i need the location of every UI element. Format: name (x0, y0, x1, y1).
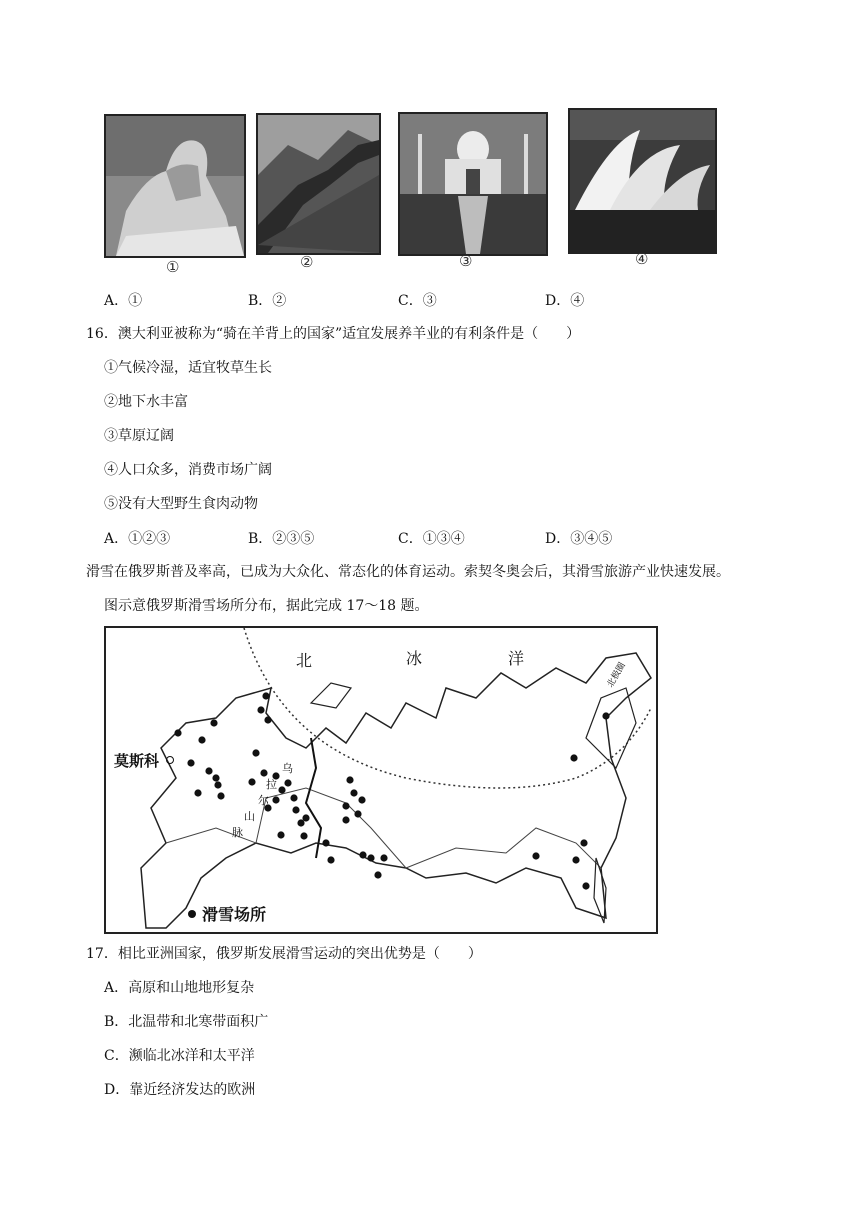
q16-item-1: ①气候冷湿，适宜牧草生长 (104, 360, 272, 376)
ski-resort-dot (359, 851, 366, 858)
ski-resort-dot (367, 854, 374, 861)
russia-ski-resort-map (104, 626, 658, 934)
moscow-label: 莫斯科 (114, 752, 160, 770)
ski-resort-dot (358, 796, 365, 803)
ural-mountains (306, 738, 321, 858)
ski-resort-dot (354, 810, 361, 817)
q17-stem: 17．相比亚洲国家，俄罗斯发展滑雪运动的突出优势是（ ） (86, 946, 482, 962)
ski-resort-dot (380, 854, 387, 861)
q16-stem: 16．澳大利亚被称为“骑在羊背上的国家”适宜发展养羊业的有利条件是（ ） (86, 326, 581, 342)
ski-resort-dot (214, 781, 221, 788)
ski-resort-dot (205, 767, 212, 774)
ski-resort-dot (342, 802, 349, 809)
ski-resort-dot (264, 716, 271, 723)
legend-label: 滑雪场所 (202, 905, 267, 924)
novaya-zemlya-outline (311, 683, 351, 708)
q16-item-2: ②地下水丰富 (104, 394, 188, 410)
ural-label-char-4: 山 (244, 810, 255, 823)
ski-resort-dot (272, 796, 279, 803)
q16-option-d[interactable]: D．③④⑤ (545, 531, 613, 547)
ski-resort-dot (350, 789, 357, 796)
ski-resort-dot (602, 712, 609, 719)
ski-resort-dot (582, 882, 589, 889)
ski-resort-dot (210, 719, 217, 726)
ski-resort-dot (262, 692, 269, 699)
image-caption-4: ④ (635, 250, 649, 268)
q16-option-c[interactable]: C．①③④ (398, 531, 465, 547)
q15-option-b[interactable]: B．② (248, 293, 287, 309)
ski-resort-dot (277, 831, 284, 838)
ocean-label-char-3: 洋 (508, 649, 525, 668)
legend-dot (188, 910, 196, 918)
sydney-opera-house-photo (568, 108, 717, 254)
image-caption-1: ① (166, 258, 180, 276)
q15-option-a[interactable]: A．① (104, 293, 143, 309)
q17-option-b[interactable]: B．北温带和北寒带面积广 (104, 1014, 269, 1030)
ski-resort-dot (322, 839, 329, 846)
land-outline (141, 653, 651, 928)
ski-resort-dot (580, 839, 587, 846)
q16-option-a[interactable]: A．①②③ (104, 531, 171, 547)
q17-option-a[interactable]: A．高原和山地地形复杂 (104, 980, 255, 996)
ski-resort-dot (217, 792, 224, 799)
taj-mahal-photo (398, 112, 548, 256)
ski-resort-dot (290, 794, 297, 801)
image-caption-3: ③ (459, 252, 473, 270)
ski-resort-dot (198, 736, 205, 743)
ural-label-char-5: 脉 (232, 826, 243, 839)
ski-resort-dot (194, 789, 201, 796)
ski-resort-dot (257, 706, 264, 713)
q16-option-b[interactable]: B．②③⑤ (248, 531, 315, 547)
ski-resort-dot (292, 806, 299, 813)
ski-resort-dot (327, 856, 334, 863)
q17-option-c[interactable]: C．濒临北冰洋和太平洋 (104, 1048, 255, 1064)
intro-line-2: 图示意俄罗斯滑雪场所分布，据此完成 17～18 题。 (104, 598, 429, 614)
great-wall-photo (256, 113, 381, 255)
ski-resort-dots (174, 692, 609, 889)
ski-resort-dot (570, 754, 577, 761)
ski-resort-dot (302, 814, 309, 821)
ural-label-char-1: 乌 (282, 762, 293, 775)
ski-resort-dot (346, 776, 353, 783)
ski-resort-dot (572, 856, 579, 863)
ski-resort-dot (248, 778, 255, 785)
ski-resort-dot (187, 759, 194, 766)
ski-resort-dot (300, 832, 307, 839)
sakhalin-outline (594, 858, 606, 923)
q15-option-c[interactable]: C．③ (398, 293, 437, 309)
ski-resort-dot (532, 852, 539, 859)
ski-resort-dot (374, 871, 381, 878)
ocean-label-char-1: 北 (296, 651, 313, 670)
ski-resort-dot (174, 729, 181, 736)
q15-option-d[interactable]: D．④ (545, 293, 585, 309)
ural-label-char-3: 尔 (258, 794, 269, 807)
arctic-circle-label: 北极圈 (605, 661, 628, 690)
sphinx-photo (104, 114, 246, 258)
ski-resort-dot (212, 774, 219, 781)
ski-resort-dot (342, 816, 349, 823)
ski-resort-dot (284, 779, 291, 786)
q16-item-5: ⑤没有大型野生食肉动物 (104, 496, 258, 512)
ski-resort-dot (252, 749, 259, 756)
ural-label-char-2: 拉 (266, 778, 277, 791)
ski-resort-dot (278, 786, 285, 793)
intro-line-1: 滑雪在俄罗斯普及率高，已成为大众化、常态化的体育运动。索契冬奥会后，其滑雪旅游产业快速发展。 (86, 564, 730, 580)
q16-item-3: ③草原辽阔 (104, 428, 174, 444)
moscow-marker (166, 756, 174, 764)
q16-item-4: ④人口众多，消费市场广阔 (104, 462, 272, 478)
q17-option-d[interactable]: D．靠近经济发达的欧洲 (104, 1082, 256, 1098)
ocean-label-char-2: 冰 (406, 649, 423, 668)
image-caption-2: ② (300, 253, 314, 271)
